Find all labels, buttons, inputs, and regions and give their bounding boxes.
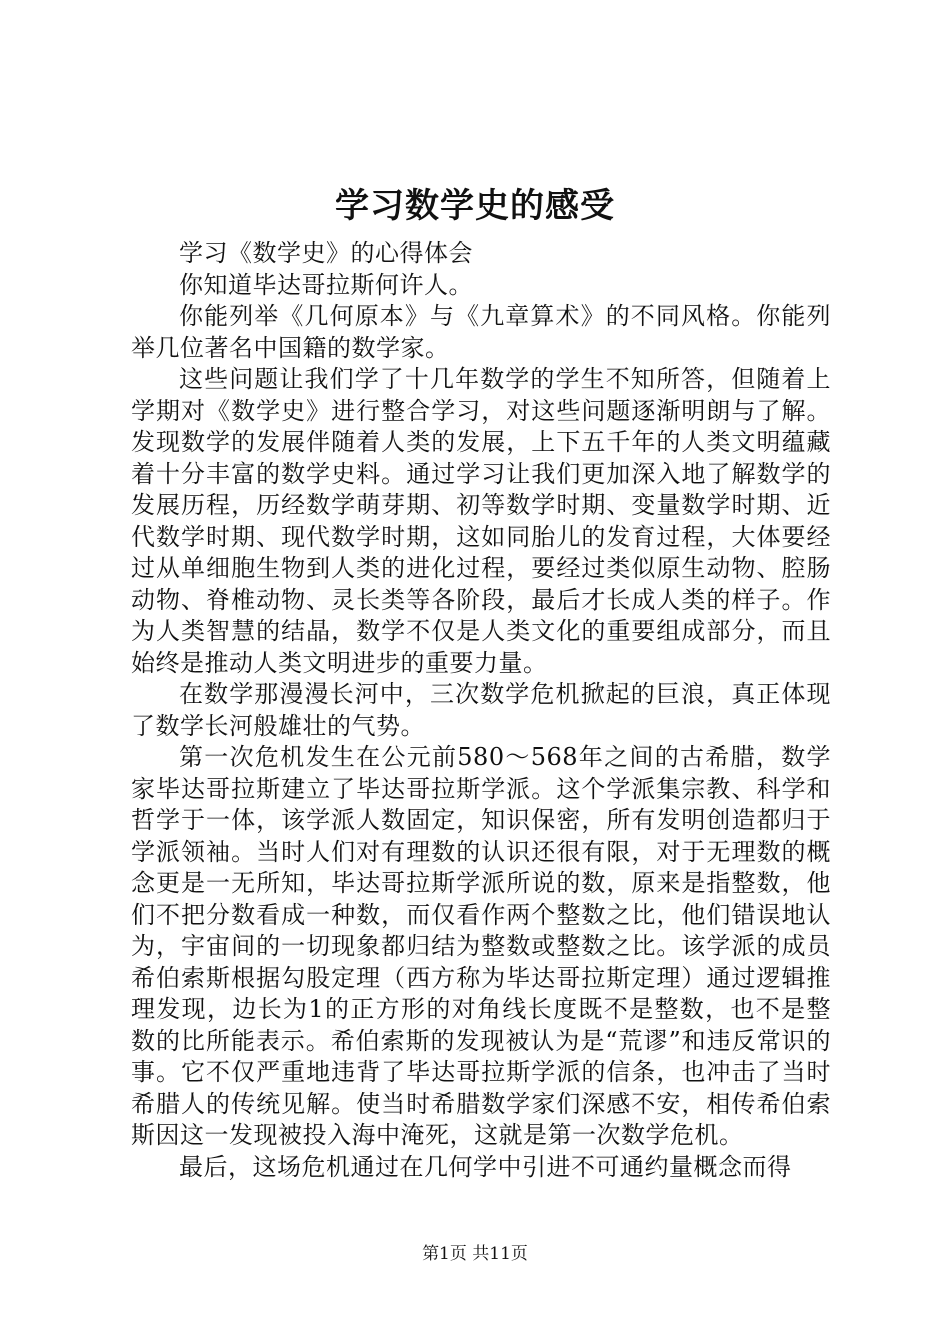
page-footer: 第1页 共11页 — [422, 1244, 528, 1264]
document-title: 学习数学史的感受 — [335, 186, 615, 226]
paragraph-question-1: 你知道毕达哥拉斯何许人。 — [179, 270, 473, 299]
paragraph-question-2: 你能列举《几何原本》与《九章算术》的不同风格。你能列举几位著名中国籍的数学家。 — [131, 302, 831, 362]
paragraph-conclusion-start: 最后，这场危机通过在几何学中引进不可通约量概念而得 — [179, 1152, 792, 1181]
paragraph-crises-intro: 在数学那漫漫长河中，三次数学危机掀起的巨浪，真正体现了数学长河般雄壮的气势。 — [131, 680, 831, 740]
paragraph-reflection: 这些问题让我们学了十几年数学的学生不知所答，但随着上学期对《数学史》进行整合学习，对这些问题逐渐明朗与了解。发现数学的发展伴随着人类的发展，上下五千年的人类文明蕴藏着十分丰富的数学史料。通过学习让我们更加深入地了解数学的发展历程，历经数学萌芽期、初等数学时期、变量数学时期、近代数学时期、现代数学时期，这如同胎儿的发育过程，大体要经过从单细胞生物到人类的进化过程，要经过类似原生动物、腔肠动物、脊椎动物、灵长类等各阶段，最后才长成人类的样子。作为人类智慧的结晶，数学不仅是人类文化的重要组成部分，而且始终是推动人类文明进步的重要力量。 — [131, 365, 831, 677]
paragraph-first-crisis: 第一次危机发生在公元前580～568年之间的古希腊，数学家毕达哥拉斯建立了毕达哥拉斯学派。这个学派集宗教、科学和哲学于一体，该学派人数固定，知识保密，所有发明创造都归于学派领袖。当时人们对有理数的认识还很有限，对于无理数的概念更是一无所知，毕达哥拉斯学派所说的数，原来是指整数，他们不把分数看成一种数，而仅看作两个整数之比，他们错误地认为，宇宙间的一切现象都归结为整数或整数之比。该学派的成员希伯索斯根据勾股定理（西方称为毕达哥拉斯定理）通过逻辑推理发现，边长为1的正方形的对角线长度既不是整数，也不是整数的比所能表示。希伯索斯的发现被认为是“荒谬”和违反常识的事。它不仅严重地违背了毕达哥拉斯学派的信条，也冲击了当时希腊人的传统见解。使当时希腊数学家们深感不安，相传希伯索斯因这一发现被投入海中淹死，这就是第一次数学危机。 — [131, 743, 831, 1149]
document-body — [131, 238, 831, 1183]
paragraph-subtitle: 学习《数学史》的心得体会 — [179, 239, 473, 267]
